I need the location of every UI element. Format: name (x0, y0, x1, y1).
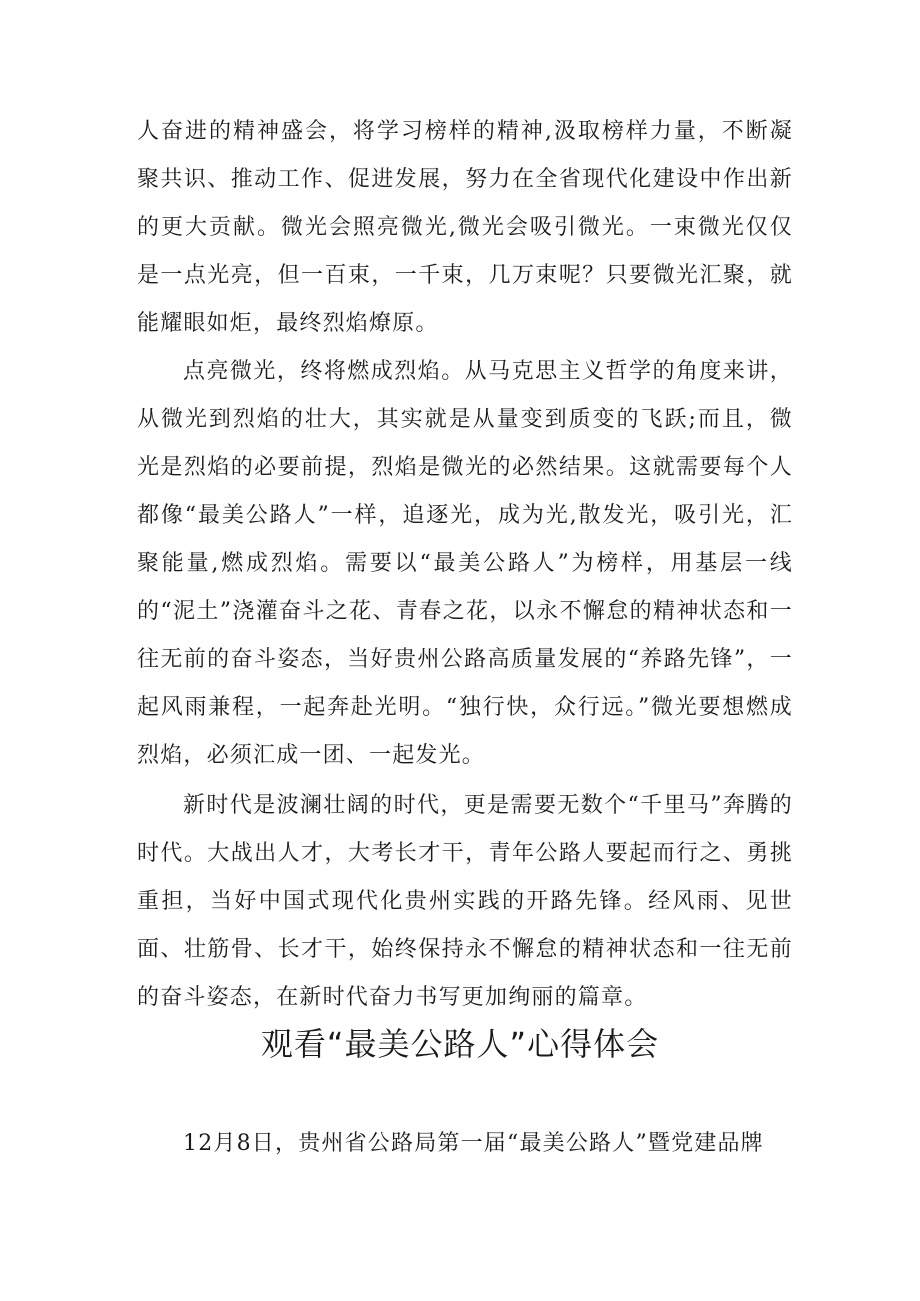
paragraph-new-era: 新时代是波澜壮阔的时代，更是需要无数个“千里马”奔腾的时代。大战出人才，大考长才干，青年公路人要起而行之、勇挑重担，当好中国式现代化贵州实践的开路先锋。经风雨、见世面、壮筋骨、长才干，始终保持永不懈怠的精神状态和一往无前的奋斗姿态，在新时代奋力书写更加绚丽的篇章。 (137, 793, 793, 1010)
paragraph-light-to-flame: 点亮微光，终将燃成烈焰。从马克思主义哲学的角度来讲，从微光到烈焰的壮大，其实就是从量变到质变的飞跃;而且，微光是烈焰的必要前提，烈焰是微光的必然结果。这就需要每个人都像“最美公路人”一样，追逐光，成为光,散发光，吸引光，汇聚能量,燃成烈焰。需要以“最美公路人”为榜样，用基层一线的“泥土”浇灌奋斗之花、青春之花，以永不懈怠的精神状态和一往无前的奋斗姿态，当好贵州公路高质量发展的“养路先锋”，一起风雨兼程，一起奔赴光明。“独行快，众行远。”微光要想燃成烈焰，必须汇成一团、一起发光。 (137, 359, 793, 768)
paragraph-continuation: 人奋进的精神盛会，将学习榜样的精神,汲取榜样力量，不断凝聚共识、推动工作、促进发展，努力在全省现代化建设中作出新的更大贡献。微光会照亮微光,微光会吸引微光。一束微光仅仅是一点光亮，但一百束，一千束，几万束呢？只要微光汇聚，就能耀眼如炬，最终烈焰燎原。 (137, 119, 793, 336)
paragraph-intro: 12月8日，贵州省公路局第一届“最美公路人”暨党建品牌 (183, 1131, 764, 1156)
section-heading: 观看“最美公路人”心得体会 (260, 1025, 660, 1063)
